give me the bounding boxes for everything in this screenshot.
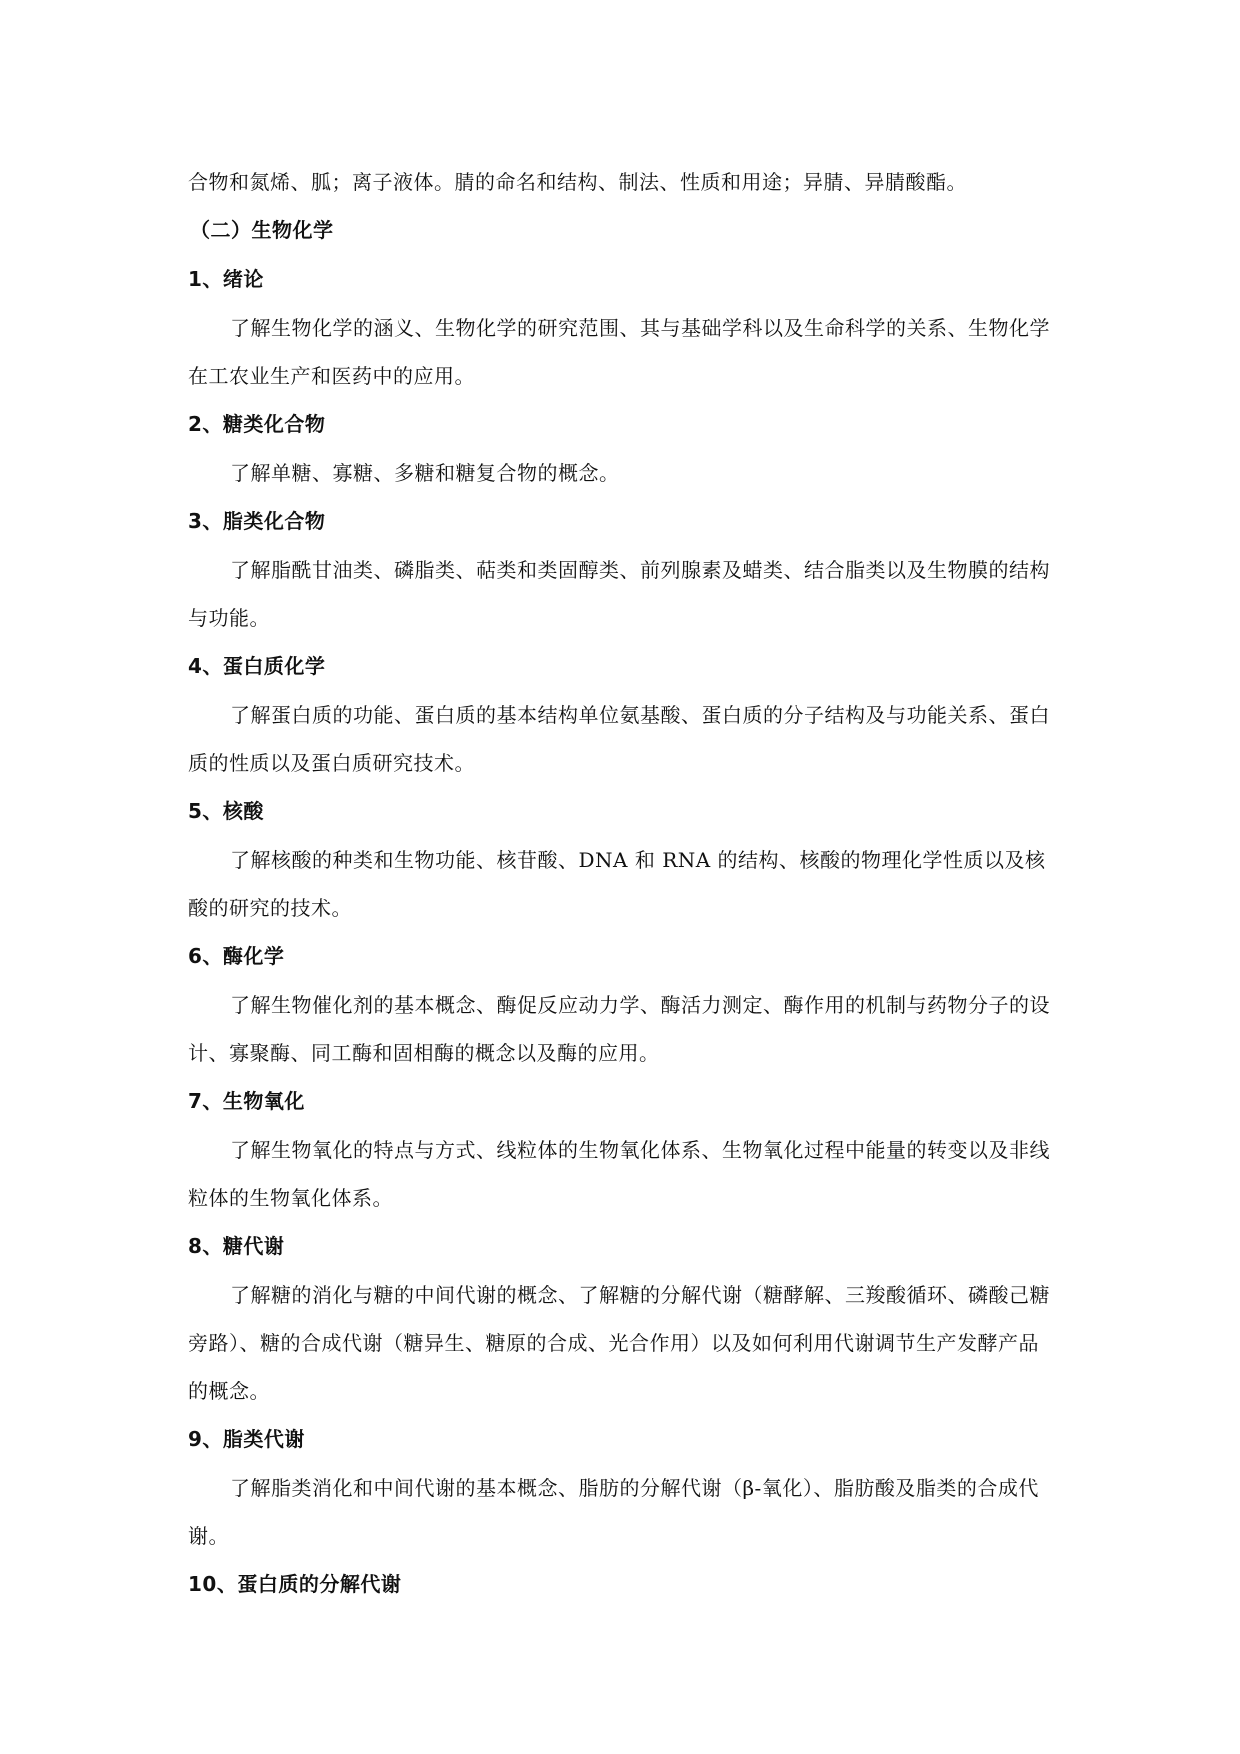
topic-heading-4: 4、蛋白质化学: [188, 654, 326, 678]
topic-body-7: 了解生物氧化的特点与方式、线粒体的生物氧化体系、生物氧化过程中能量的转变以及非线粒体的生物氧化体系。: [188, 1138, 1050, 1210]
topic-heading-10: 10、蛋白质的分解代谢: [188, 1572, 402, 1596]
topic-body-6: 了解生物催化剂的基本概念、酶促反应动力学、酶活力测定、酶作用的机制与药物分子的设计、寡聚酶、同工酶和固相酶的概念以及酶的应用。: [188, 993, 1050, 1065]
topic-heading-3: 3、脂类化合物: [188, 509, 326, 533]
document-content: [188, 158, 1050, 1609]
topic-body-3: 了解脂酰甘油类、磷脂类、萜类和类固醇类、前列腺素及蜡类、结合脂类以及生物膜的结构与功能。: [188, 558, 1050, 630]
topic-heading-8: 8、糖代谢: [188, 1234, 285, 1258]
topic-heading-6: 6、酶化学: [188, 944, 285, 968]
topic-body-4: 了解蛋白质的功能、蛋白质的基本结构单位氨基酸、蛋白质的分子结构及与功能关系、蛋白质的性质以及蛋白质研究技术。: [188, 703, 1050, 775]
topic-heading-9: 9、脂类代谢: [188, 1427, 305, 1451]
topic-body-8: 了解糖的消化与糖的中间代谢的概念、了解糖的分解代谢（糖酵解、三羧酸循环、磷酸己糖旁路）、糖的合成代谢（糖异生、糖原的合成、光合作用）以及如何利用代谢调节生产发酵产品的概念。: [188, 1283, 1050, 1403]
topic-body-5: 了解核酸的种类和生物功能、核苷酸、DNA 和 RNA 的结构、核酸的物理化学性质以及核酸的研究的技术。: [188, 848, 1046, 920]
topic-body-2: 了解单糖、寡糖、多糖和糖复合物的概念。: [230, 461, 620, 485]
topic-heading-5: 5、核酸: [188, 799, 264, 823]
topic-heading-2: 2、糖类化合物: [188, 412, 326, 436]
topic-body-1: 了解生物化学的涵义、生物化学的研究范围、其与基础学科以及生命科学的关系、生物化学在工农业生产和医药中的应用。: [188, 316, 1050, 388]
topic-body-9: 了解脂类消化和中间代谢的基本概念、脂肪的分解代谢（β-氧化）、脂肪酸及脂类的合成代谢。: [188, 1476, 1039, 1548]
topic-heading-7: 7、生物氧化: [188, 1089, 305, 1113]
intro-line: 合物和氮烯、胍；离子液体。腈的命名和结构、制法、性质和用途；异腈、异腈酸酯。: [188, 170, 967, 194]
section-heading: （二）生物化学: [190, 218, 334, 242]
topic-heading-1: 1、绪论: [188, 267, 264, 291]
